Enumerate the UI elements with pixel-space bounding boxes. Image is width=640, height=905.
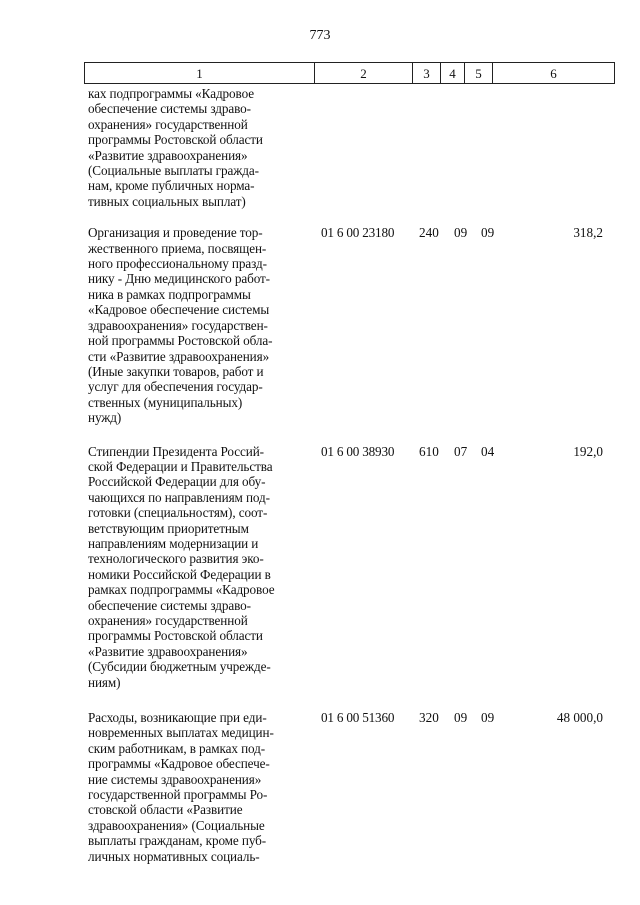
header-col-6: 6 — [492, 62, 615, 84]
description-line: нам, кроме публичных норма- — [88, 178, 255, 194]
page-number: 773 — [309, 28, 331, 43]
description-line: ским работникам, в рамках под- — [88, 740, 266, 756]
header-col-5: 5 — [464, 62, 493, 84]
description-line: программы Ростовской области — [88, 132, 263, 148]
description-line: «Развитие здравоохранения» — [88, 643, 248, 659]
description-line: ветствующим приоритетным — [88, 520, 249, 536]
table-row — [85, 710, 615, 864]
description-line: Расходы, возникающие при еди- — [88, 710, 267, 726]
description-line: Российской Федерации для обу- — [88, 474, 266, 490]
budget-table — [85, 62, 615, 864]
expense-type: 610 — [419, 443, 439, 459]
description-line: охранения» государственной — [88, 613, 248, 628]
description-line: ной программы Ростовской обла- — [88, 333, 273, 349]
table-body — [85, 86, 615, 864]
description-line: государственной программы Ро- — [88, 787, 268, 803]
table-row — [85, 225, 615, 425]
row-description — [85, 225, 308, 425]
subsection-code: 09 — [481, 225, 495, 241]
description-line: услуг для обеспечения государ- — [88, 379, 263, 395]
amount-value: 48 000,0 — [556, 710, 603, 726]
description-line: Стипендии Президента Россий- — [88, 443, 264, 459]
classification-code: 01 6 00 23180 — [321, 225, 395, 241]
expense-type: 320 — [419, 710, 439, 726]
description-line: «Кадровое обеспечение системы — [88, 302, 270, 318]
table-row — [85, 444, 615, 691]
description-line: ника в рамках подпрограммы — [88, 286, 251, 302]
description-line: ниям) — [88, 674, 121, 690]
description-line: номики Российской Федерации в — [88, 566, 271, 582]
description-line: нику - Дню медицинского работ- — [88, 271, 270, 287]
expense-type: 240 — [419, 225, 439, 241]
classification-code: 01 6 00 51360 — [321, 710, 395, 726]
row-description — [85, 444, 308, 691]
description-line: готовки (специальностям), соот- — [88, 505, 268, 521]
description-line: жественного приема, посвящен- — [88, 240, 267, 256]
description-line: (Субсидии бюджетным учрежде- — [88, 659, 271, 675]
section-code: 07 — [454, 443, 468, 459]
table-header — [85, 62, 615, 86]
subsection-code: 04 — [481, 443, 495, 459]
description-line: ках подпрограммы «Кадровое — [88, 86, 254, 101]
description-line: ской Федерации и Правительства — [88, 458, 273, 474]
description-line: обеспечение системы здраво- — [88, 101, 251, 117]
description-line: чающихся по направлениям под- — [88, 489, 270, 505]
table-row — [85, 86, 615, 209]
row-description — [85, 86, 308, 209]
description-line: обеспечение системы здраво- — [88, 597, 251, 613]
description-line: рамках подпрограммы «Кадровое — [88, 582, 275, 598]
description-line: охранения» государственной — [88, 116, 248, 132]
description-line: (Иные закупки товаров, работ и — [88, 363, 264, 379]
row-description — [85, 710, 308, 864]
description-line: тивных социальных выплат) — [88, 193, 246, 209]
description-line: здравоохранения» (Социальные — [88, 817, 265, 833]
description-line: выплаты гражданам, кроме пуб- — [88, 833, 267, 849]
header-col-4: 4 — [440, 62, 465, 84]
amount-value: 318,2 — [573, 225, 603, 241]
classification-code: 01 6 00 38930 — [321, 443, 395, 459]
description-line: направлениям модернизации и — [88, 535, 259, 551]
description-line: технологического развития эко- — [88, 551, 264, 567]
description-line: здравоохранения» государствен- — [88, 317, 268, 333]
description-line: программы Ростовской области — [88, 628, 263, 644]
description-line: стовской области «Развитие — [88, 802, 243, 818]
description-line: (Социальные выплаты гражда- — [88, 163, 259, 179]
header-col-1: 1 — [84, 62, 315, 84]
description-line: ного профессиональному празд- — [88, 256, 267, 272]
description-line: сти «Развитие здравоохранения» — [88, 348, 270, 364]
description-line: «Развитие здравоохранения» — [88, 147, 248, 163]
description-line: личных нормативных социаль- — [88, 848, 260, 864]
section-code: 09 — [454, 710, 468, 726]
amount-value: 192,0 — [573, 443, 603, 459]
section-code: 09 — [454, 225, 468, 241]
description-line: программы «Кадровое обеспече- — [88, 756, 270, 772]
description-line: нужд) — [88, 410, 122, 426]
header-col-3: 3 — [412, 62, 441, 84]
subsection-code: 09 — [481, 710, 495, 726]
header-col-2: 2 — [314, 62, 413, 84]
description-line: ние системы здравоохранения» — [88, 771, 262, 787]
description-line: Организация и проведение тор- — [88, 225, 263, 241]
description-line: новременных выплатах медицин- — [88, 725, 274, 741]
description-line: ственных (муниципальных) — [88, 394, 243, 410]
